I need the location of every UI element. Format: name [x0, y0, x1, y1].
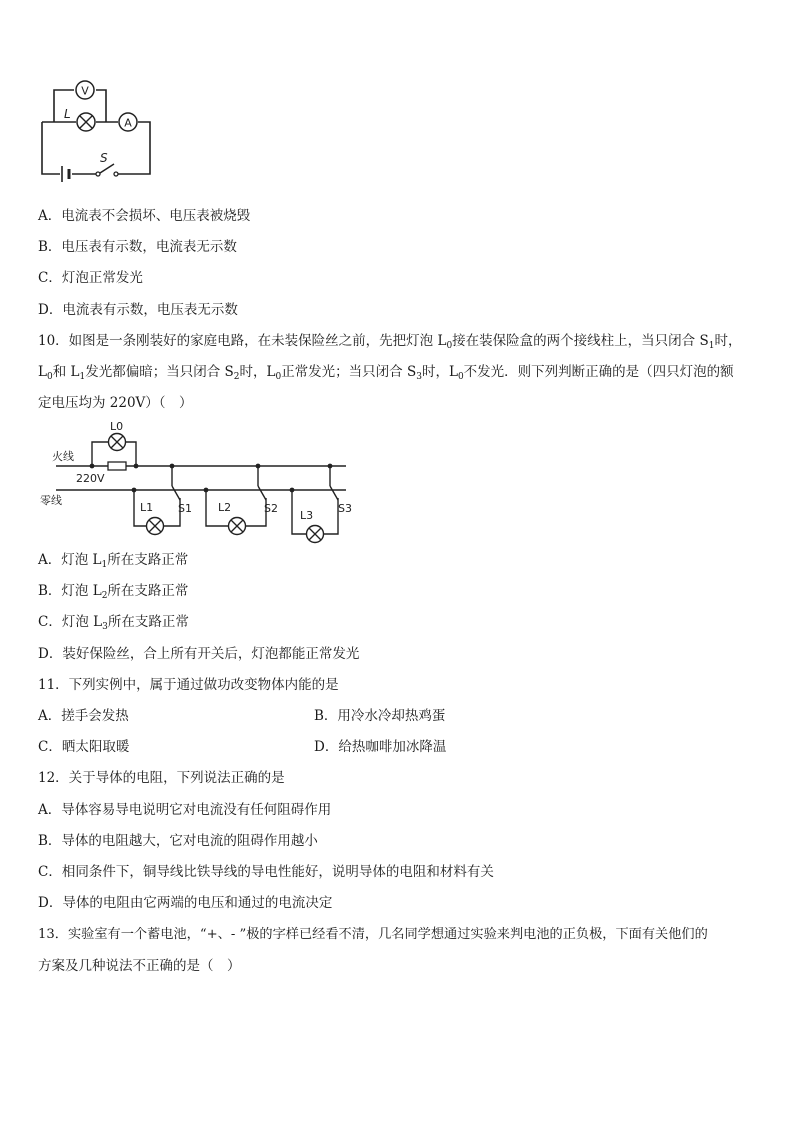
- label-s1: S1: [178, 502, 192, 515]
- lamp-label: L: [64, 107, 71, 121]
- q9-option-b: B．电压表有示数，电流表无示数: [38, 239, 237, 255]
- q12-option-d: D．导体的电阻由它两端的电压和通过的电流决定: [38, 895, 333, 911]
- label-neutral-wire: 零线: [40, 494, 62, 507]
- switch-s3-icon: [330, 486, 338, 500]
- switch-label: S: [100, 151, 108, 165]
- q10-stem-line-3: 定电压均为 220V）（ ）: [38, 395, 193, 411]
- label-live-wire: 火线: [52, 450, 74, 463]
- label-s2: S2: [264, 502, 278, 515]
- svg-text:V: V: [81, 84, 89, 98]
- voltmeter-icon: [76, 81, 94, 99]
- household-circuit-diagram-q10: [36, 418, 360, 544]
- q11-stem: 11．下列实例中，属于通过做功改变物体内能的是: [38, 677, 339, 693]
- label-220v: 220V: [76, 472, 105, 485]
- q11-option-a: A．搓手会发热: [38, 708, 129, 724]
- svg-text:A: A: [124, 116, 132, 130]
- q12-option-a: A．导体容易导电说明它对电流没有任何阻碍作用: [38, 802, 332, 818]
- q10-option-d: D．装好保险丝，合上所有开关后，灯泡都能正常发光: [38, 646, 360, 662]
- battery-icon: [62, 166, 69, 182]
- q12-option-c: C．相同条件下，铜导线比铁导线的导电性能好，说明导体的电阻和材料有关: [38, 864, 494, 880]
- circuit-diagram-q9: [38, 78, 154, 194]
- ammeter-icon: [119, 113, 137, 131]
- label-l0: L0: [110, 420, 124, 433]
- q11-option-c: C．晒太阳取暖: [38, 739, 130, 755]
- q11-option-d: D．给热咖啡加冰降温: [314, 739, 447, 755]
- lamp-l2-icon: [229, 518, 246, 535]
- switch-icon: [96, 164, 118, 176]
- label-l1: L1: [140, 501, 154, 514]
- q10-option-a: A．灯泡 $L_1$所在支路正常: [38, 552, 189, 570]
- lamp-icon: [77, 113, 95, 131]
- q12-option-b: B．导体的电阻越大，它对电流的阻碍作用越小: [38, 833, 318, 849]
- q13-stem-line-1: 13．实验室有一个蓄电池，“+、- ”极的字样已经看不清，几名同学想通过实验来判电池的正负极，下面有关他们的: [38, 927, 708, 942]
- label-s3: S3: [338, 502, 352, 515]
- lamp-l1-icon: [147, 518, 164, 535]
- lamp-l0-icon: [109, 434, 126, 451]
- fuse-box: [108, 462, 126, 470]
- q10-stem-line-1: 10．如图是一条刚装好的家庭电路，在未装保险丝之前，先把灯泡 $L_0$接在装保险盒的两个接线柱上，当只闭合 $S_1$时，: [38, 333, 742, 351]
- label-l3: L3: [300, 509, 314, 522]
- q9-option-c: C．灯泡正常发光: [38, 270, 143, 286]
- switch-s1-icon: [172, 486, 180, 500]
- q10-stem-line-2: $L_0$和 $L_1$发光都偏暗；当只闭合 $S_2$时，$L_0$正常发光；当只闭合 $S_3$时，$L_0$不发光．则下列判断正确的是（四只灯泡的额: [38, 364, 734, 382]
- q13-stem-line-2: 方案及几种说法不正确的是（ ）: [38, 958, 241, 974]
- q10-option-c: C．灯泡 $L_3$所在支路正常: [38, 614, 189, 632]
- q9-option-a: A．电流表不会损坏、电压表被烧毁: [38, 208, 251, 224]
- q10-option-b: B．灯泡 $L_2$所在支路正常: [38, 583, 189, 601]
- lamp-l3-icon: [307, 526, 324, 543]
- q9-option-d: D．电流表有示数，电压表无示数: [38, 302, 238, 318]
- label-l2: L2: [218, 501, 232, 514]
- q12-stem: 12．关于导体的电阻，下列说法正确的是: [38, 770, 285, 786]
- q11-option-b: B．用冷水冷却热鸡蛋: [314, 708, 446, 724]
- switch-s2-icon: [258, 486, 266, 500]
